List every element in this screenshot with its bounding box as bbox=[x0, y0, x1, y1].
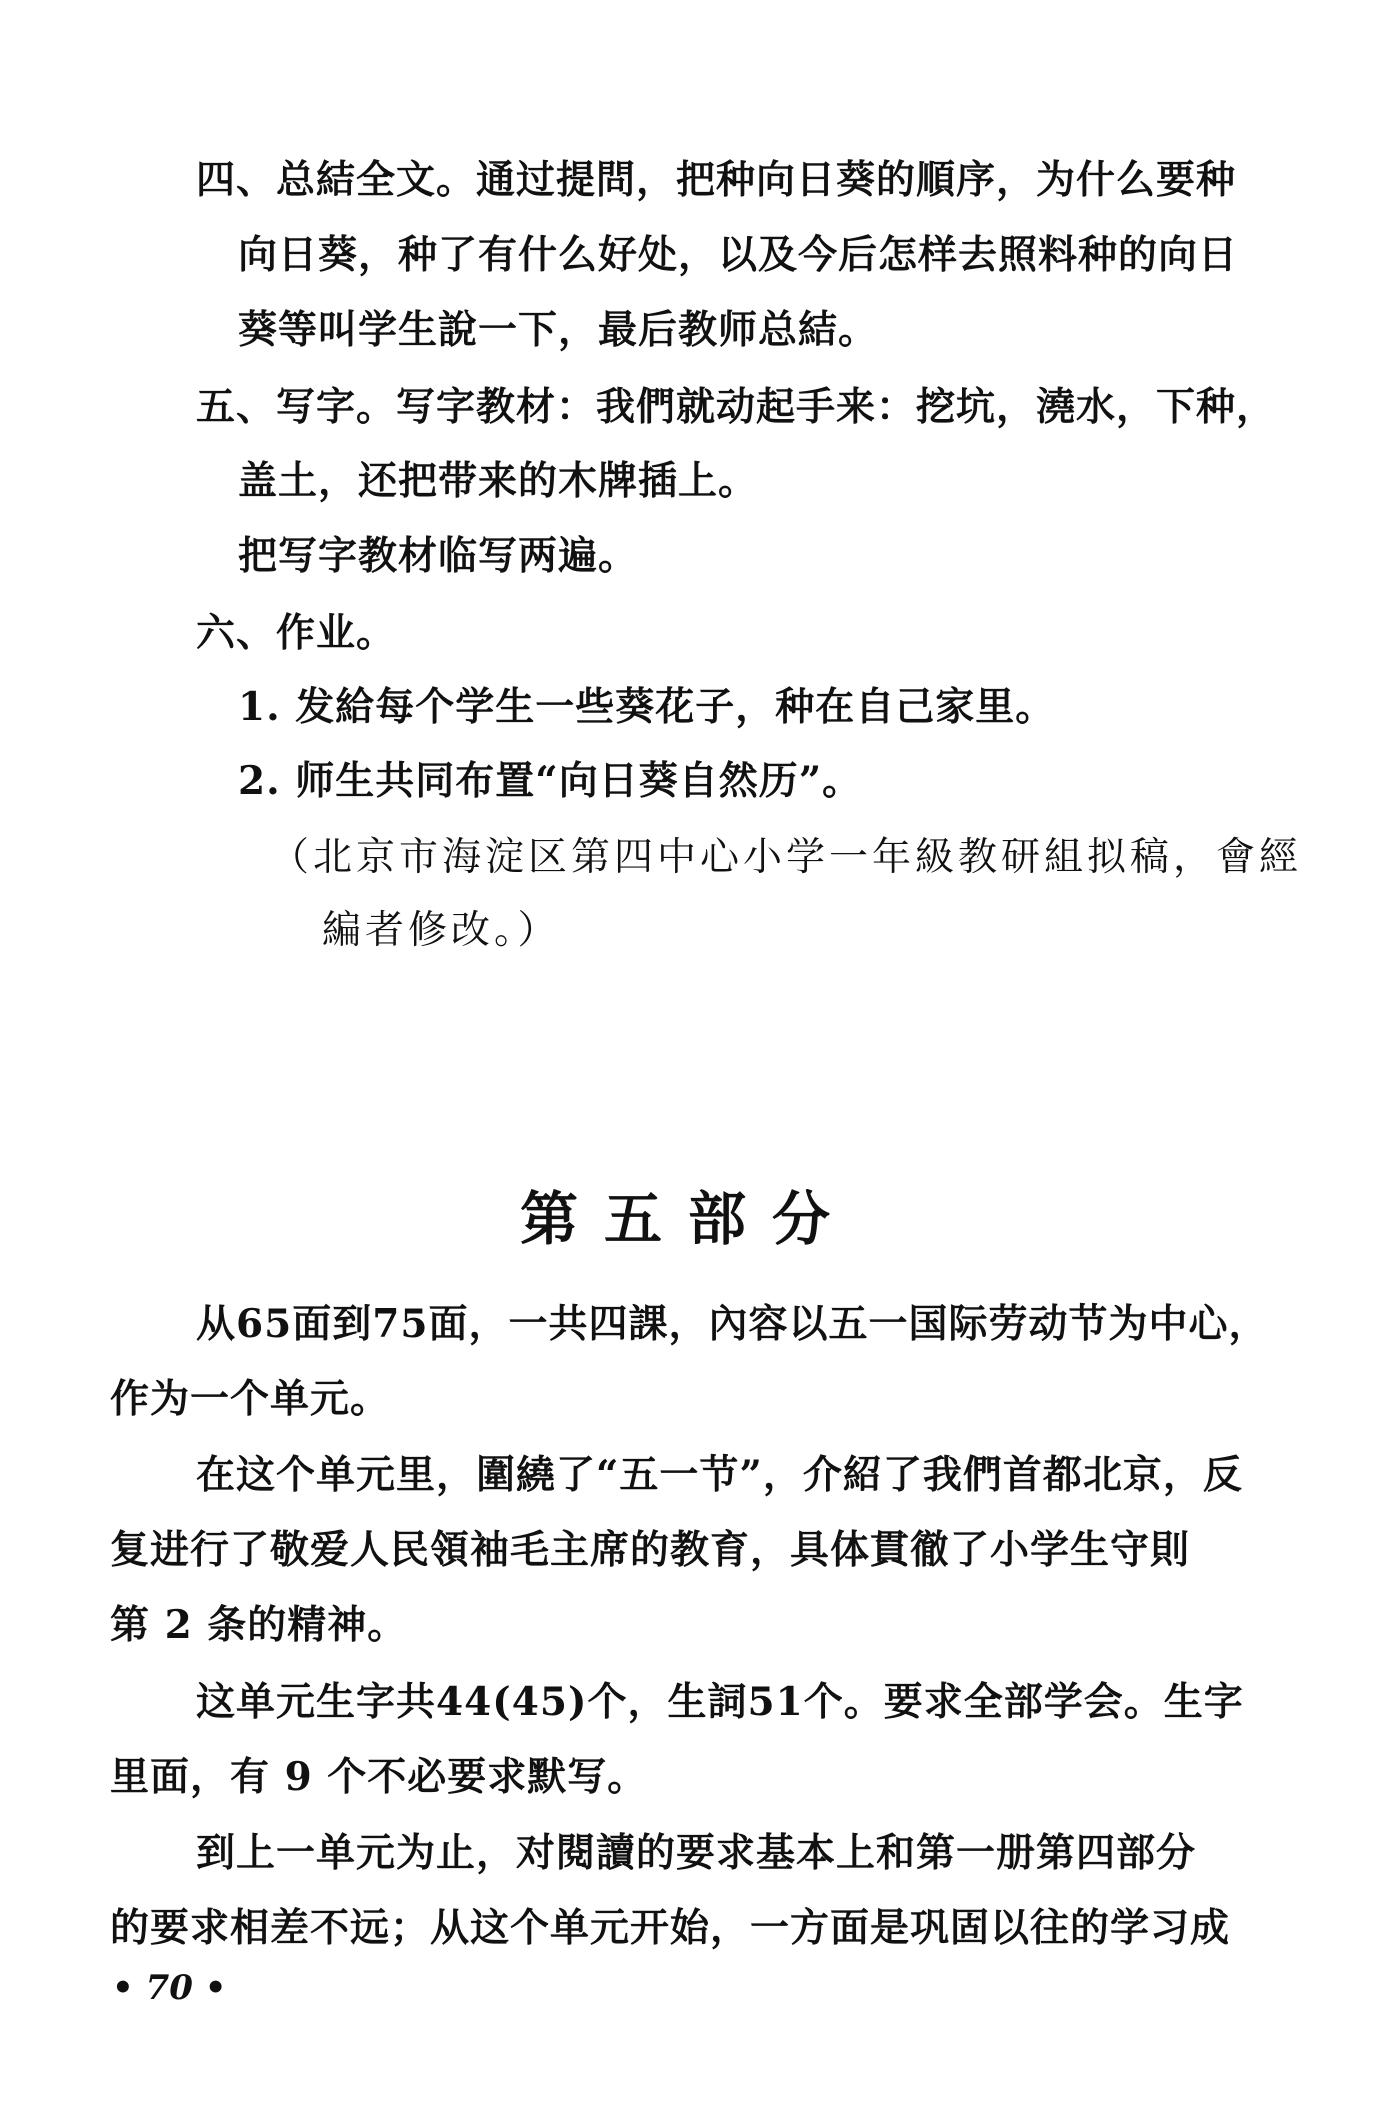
paragraph-line: 葵等叫学生說一下，最后教师总結。 bbox=[238, 307, 879, 353]
paragraph-line: 到上一单元为止，对閱讀的要求基本上和第一册第四部分 bbox=[196, 1830, 1197, 1876]
paragraph-line: 从65面到75面，一共四課，內容以五一国际劳动节为中心， bbox=[196, 1301, 1269, 1347]
list-item: 2. 师生共同布置“向日葵自然历”。 bbox=[238, 758, 863, 804]
editor-note: 編者修改。） bbox=[322, 908, 561, 953]
paragraph-line: 六、作业。 bbox=[196, 610, 397, 656]
paragraph-line: 复进行了敬爱人民領袖毛主席的教育，具体貫徹了小学生守則 bbox=[110, 1527, 1191, 1573]
paragraph-line: 的要求相差不远；从这个单元开始，一方面是巩固以往的学习成 bbox=[110, 1905, 1231, 1951]
paragraph-line: 第 2 条的精神。 bbox=[110, 1602, 408, 1648]
paragraph-line: 里面，有 9 个不必要求默写。 bbox=[110, 1754, 648, 1800]
page-number: • 70 • bbox=[112, 1968, 227, 2008]
paragraph-line: 盖土，还把带来的木牌插上。 bbox=[238, 458, 759, 504]
paragraph-line: 向日葵，种了有什么好处，以及今后怎样去照料种的向日 bbox=[238, 232, 1239, 278]
paragraph-line: 五、写字。写字教材：我們就动起手来：挖坑，澆水，下种， bbox=[196, 384, 1277, 430]
paragraph-line: 四、总結全文。通过提問，把种向日葵的順序，为什么要种 bbox=[196, 157, 1237, 203]
editor-note: （北京市海淀区第四中心小学一年級教研組拟稿，會經 bbox=[270, 835, 1303, 880]
paragraph-line: 作为一个单元。 bbox=[110, 1376, 391, 1422]
paragraph-line: 在这个单元里，圍繞了“五一节”，介紹了我們首都北京，反 bbox=[196, 1452, 1243, 1498]
paragraph-line: 这单元生字共44(45)个，生詞51个。要求全部学会。生字 bbox=[196, 1679, 1244, 1725]
paragraph-line: 把写字教材临写两遍。 bbox=[238, 533, 639, 579]
section-title: 第五部分 bbox=[519, 1185, 856, 1253]
list-item: 1. 发給每个学生一些葵花子，种在自己家里。 bbox=[238, 684, 1056, 730]
